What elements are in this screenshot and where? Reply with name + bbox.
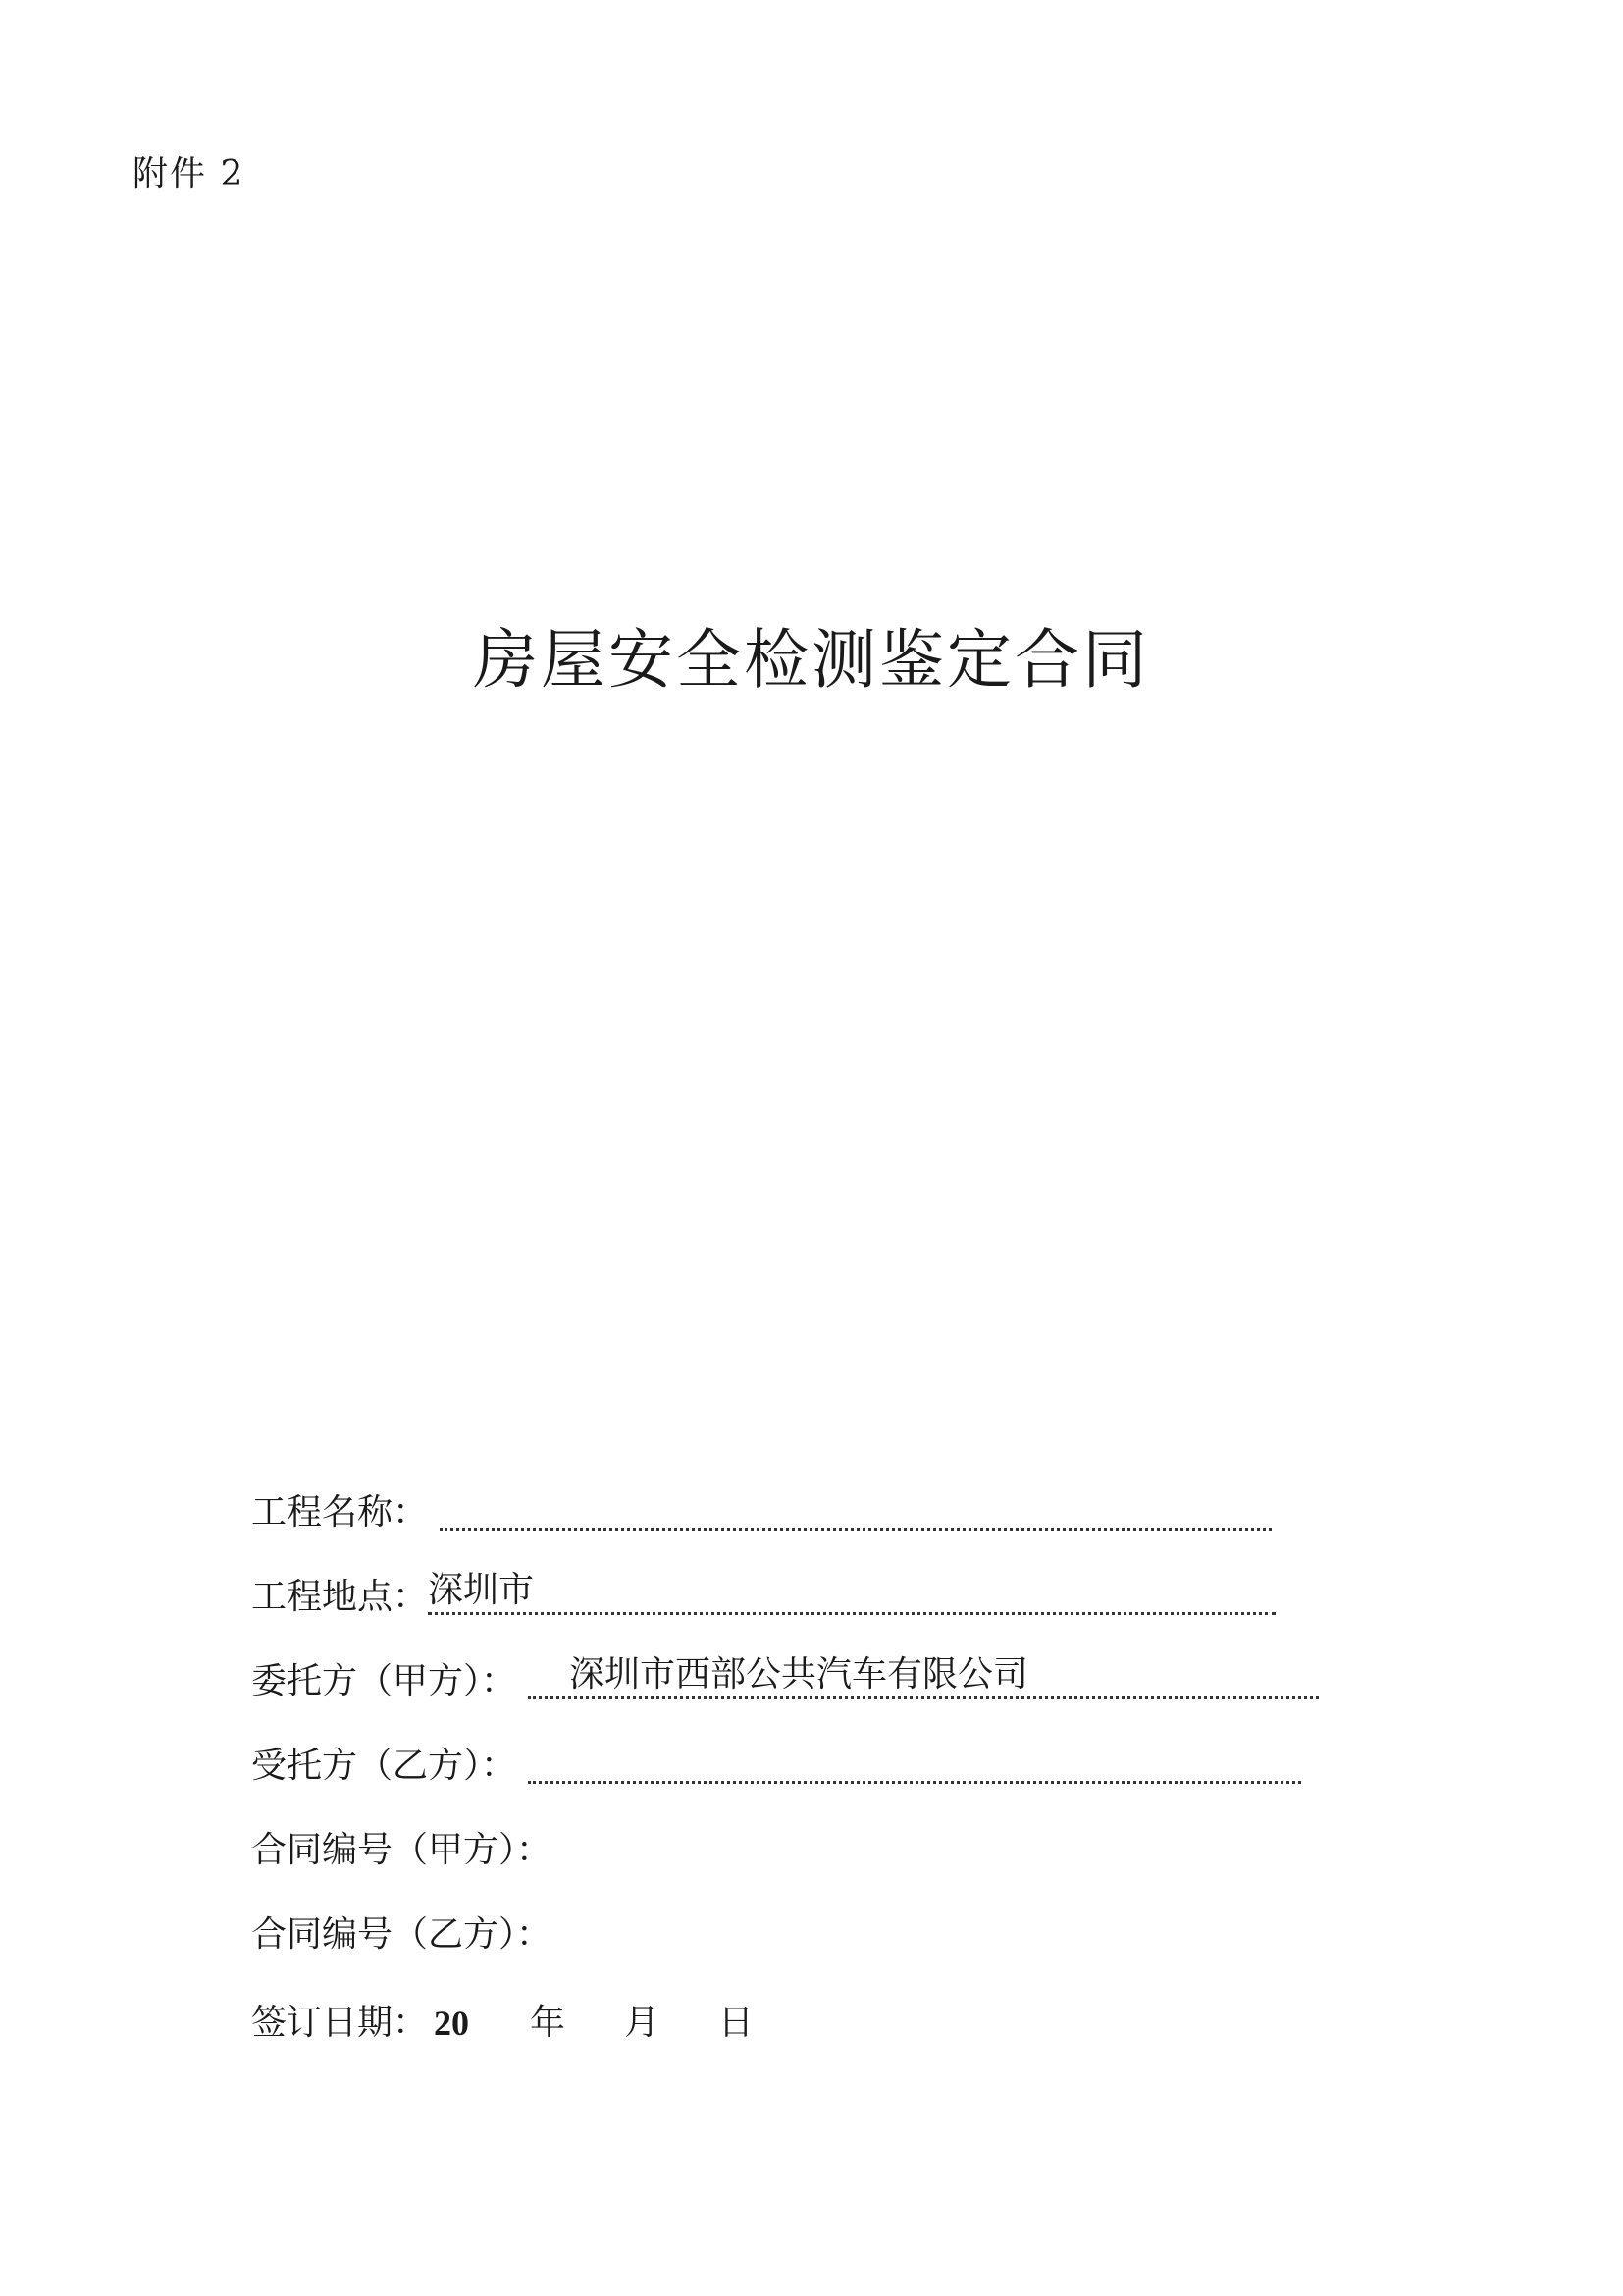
contract-number-party-b-label: 合同编号（乙方）： (251, 1914, 552, 1955)
client-field (251, 1650, 1319, 1699)
contract-number-party-b-field (251, 1904, 551, 1953)
document-title: 房屋安全检测鉴定合同 (473, 622, 1150, 698)
contract-number-party-a-label: 合同编号（甲方）： (251, 1830, 552, 1870)
client-label: 委托方（甲方）： (251, 1661, 517, 1701)
project-location-label: 工程地点： (251, 1577, 429, 1617)
attachment-label: 附件 2 (132, 154, 245, 194)
project-name-field (251, 1482, 1272, 1531)
project-location-value: 深圳市 (428, 1570, 535, 1610)
signing-date-label: 签订日期： (251, 2003, 429, 2043)
signing-date-field (251, 1992, 754, 2041)
project-location-blank (428, 1572, 1276, 1615)
project-name-label: 工程名称： (251, 1492, 429, 1533)
signing-date-year-prefix: 20 (434, 2004, 470, 2043)
contract-number-party-a-field (251, 1819, 551, 1868)
signing-date-day-unit: 日 (718, 2003, 755, 2043)
signing-date-month-unit: 月 (624, 2003, 660, 2043)
contractor-label: 受托方（乙方）： (251, 1746, 517, 1786)
signing-date-year-unit: 年 (530, 2003, 566, 2043)
contractor-blank (528, 1741, 1301, 1784)
project-location-field (251, 1566, 1276, 1615)
contractor-field (251, 1735, 1301, 1784)
project-name-blank (440, 1487, 1272, 1531)
client-blank (528, 1656, 1319, 1699)
client-value: 深圳市西部公共汽车有限公司 (569, 1654, 1029, 1695)
